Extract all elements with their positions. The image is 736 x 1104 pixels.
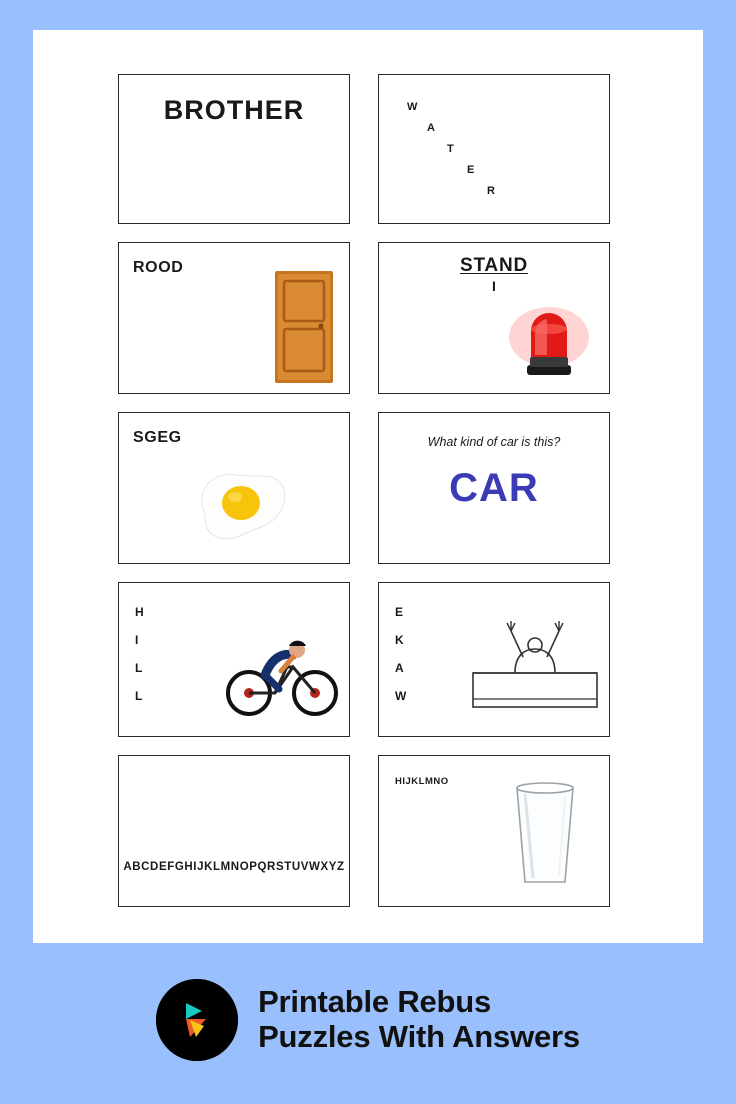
hill-letter-l2: L	[135, 689, 143, 703]
footer-title	[258, 985, 580, 1054]
puzzle-question-car: What kind of car is this?	[427, 435, 561, 449]
puzzle-text-stand: STAND	[459, 255, 529, 276]
puzzle-card-brother	[118, 74, 350, 224]
ekaw-letter-k: K	[395, 633, 405, 647]
person-waking-in-bed-drawing	[471, 611, 599, 711]
fried-egg-image	[187, 465, 291, 547]
water-letter-a: A	[427, 122, 435, 134]
worksheet-sheet	[33, 30, 703, 943]
puzzle-card-hill	[118, 582, 350, 737]
puzzle-grid	[33, 30, 703, 943]
hill-letter-i: I	[135, 633, 139, 647]
water-letter-t: T	[447, 143, 454, 155]
stand-i-wrapper	[379, 255, 609, 294]
water-letter-r: R	[487, 185, 495, 197]
ekaw-letter-a: A	[395, 661, 405, 675]
puzzle-card-sgeg	[118, 412, 350, 564]
wooden-door-image	[269, 269, 339, 385]
hill-letter-l1: L	[135, 661, 143, 675]
printable-logo-icon	[156, 979, 238, 1061]
footer-banner	[0, 965, 736, 1075]
puzzle-text-alphabet: ABCDEFGHIJKLMNOPQRSTUVWXYZ	[123, 861, 345, 873]
hill-letter-h: H	[135, 605, 145, 619]
puzzle-card-car	[378, 412, 610, 564]
puzzle-text-sgeg: SGEG	[133, 429, 182, 446]
puzzle-card-ekaw	[378, 582, 610, 737]
footer-title-line-2: Puzzles With Answers	[258, 1019, 580, 1054]
puzzle-card-rood	[118, 242, 350, 394]
puzzle-card-water	[378, 74, 610, 224]
empty-drinking-glass-image	[505, 778, 585, 890]
ekaw-letter-w: W	[395, 689, 407, 703]
puzzle-text-brother: BROTHER	[163, 95, 305, 125]
ekaw-letter-e: E	[395, 605, 404, 619]
footer-title-line-1: Printable Rebus	[258, 984, 492, 1020]
puzzle-card-alphabet	[118, 755, 350, 907]
puzzle-card-stand-i	[378, 242, 610, 394]
red-siren-light-image	[507, 295, 591, 381]
puzzle-text-rood: ROOD	[133, 259, 184, 276]
mountain-biker-image	[223, 627, 341, 719]
water-letter-e: E	[467, 164, 475, 176]
water-letter-w: W	[407, 101, 418, 113]
puzzle-text-hijklmno: HIJKLMNO	[395, 776, 449, 787]
puzzle-text-car: CAR	[449, 466, 539, 510]
puzzle-text-i: I	[492, 278, 496, 294]
puzzle-card-hijklmno	[378, 755, 610, 907]
